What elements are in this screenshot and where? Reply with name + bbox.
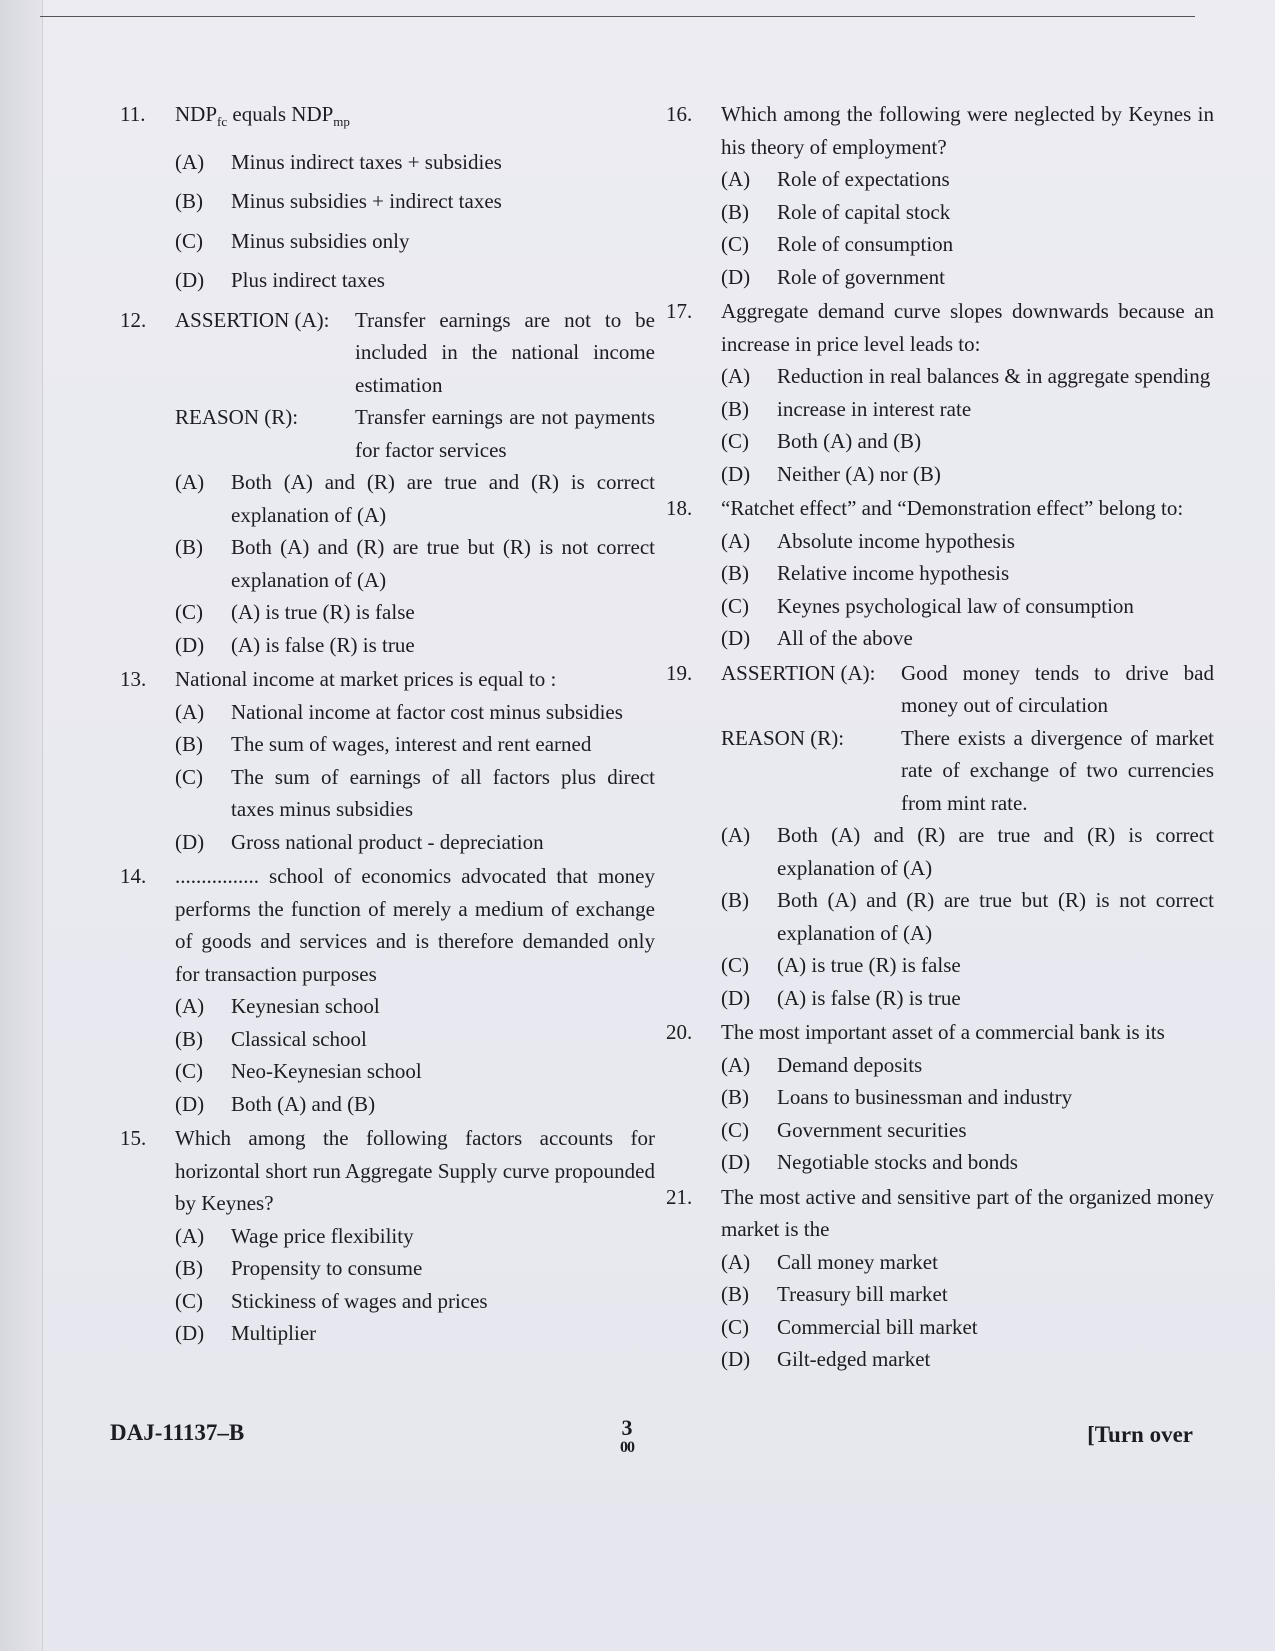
option-label: (B) [721, 561, 749, 585]
option-label: (A) [175, 994, 205, 1019]
option-text: The sum of earnings of all factors plus direct taxes minus subsidies [231, 764, 655, 822]
option-b [175, 1023, 655, 1056]
question-text: Which among the following factors accounts for horizontal short run Aggregate Supply curve propounded by Keynes? [175, 1126, 655, 1216]
reason-row [175, 401, 655, 466]
question-text: Which among the following were neglected by Keynes in his theory of employment? [721, 102, 1214, 159]
option-d [721, 982, 1214, 1015]
paper-code: DAJ-11137–B [110, 1420, 245, 1445]
option-text: Keynesian school [231, 994, 380, 1019]
option-b [721, 557, 1214, 590]
options [175, 466, 655, 661]
option-text: Classical school [231, 1026, 367, 1051]
option-text: Minus indirect taxes + subsidies [231, 149, 502, 174]
option-a [175, 696, 655, 729]
option-label: (B) [175, 732, 203, 757]
option-text: The sum of wages, interest and rent earned [231, 732, 592, 757]
top-rule [40, 16, 1195, 17]
option-label: (C) [721, 232, 749, 256]
option-label: (B) [721, 199, 749, 224]
option-text: Gross national product - depreciation [231, 829, 544, 854]
option-d [721, 458, 1214, 491]
assertion-label: ASSERTION (A): [175, 307, 330, 332]
reason-text: Transfer earnings are not payments for factor services [355, 405, 655, 462]
option-label: (A) [175, 1223, 205, 1248]
option-text: (A) is false (R) is true [777, 985, 961, 1010]
page-number-block [620, 1415, 634, 1458]
options [721, 1049, 1214, 1179]
option-text: Keynes psychological law of consumption [777, 593, 1134, 618]
option-label: (A) [721, 528, 751, 553]
option-text: Relative income hypothesis [777, 561, 1010, 585]
assertion-label: ASSERTION (A): [721, 660, 876, 685]
options [175, 696, 655, 859]
question-number: 20. [666, 1020, 693, 1044]
option-label: (B) [721, 396, 749, 421]
option-text: Demand deposits [777, 1052, 923, 1077]
option-c [175, 1055, 655, 1088]
option-text: Both (A) and (R) are true and (R) is correct explanation of (A) [231, 470, 655, 527]
option-label: (C) [175, 764, 203, 789]
option-b [721, 196, 1214, 229]
option-b [175, 728, 655, 761]
option-label: (A) [721, 364, 751, 388]
option-label: (D) [721, 1150, 751, 1174]
option-label: (B) [721, 1085, 749, 1109]
question-text: The most active and sensitive part of the organized money market is the [721, 1184, 1214, 1241]
option-b [721, 1081, 1214, 1114]
option-d [721, 261, 1214, 294]
question-number: 12. [120, 307, 147, 332]
option-text: (A) is true (R) is false [777, 953, 961, 977]
question-number: 13. [120, 667, 147, 692]
equals-text: equals NDP [227, 102, 334, 126]
option-label: (A) [175, 699, 205, 724]
question-number: 11. [120, 102, 146, 126]
option-text: Minus subsidies + indirect taxes [231, 189, 502, 214]
assertion-text: Transfer earnings are not to be included in the national income estimation [355, 307, 655, 397]
page-mark: 00 [620, 1439, 634, 1456]
option-d [175, 629, 655, 662]
assertion-row [721, 657, 1214, 722]
turn-over-label: [Turn over [1087, 1422, 1193, 1447]
option-text: Loans to businessman and industry [777, 1085, 1073, 1109]
assertion-row [175, 304, 655, 402]
question-text: ................ school of economics advocated that money performs the function of merely a medium of exchange of goods and services and is therefore demanded only for transaction purposes [175, 864, 655, 986]
option-text: Wage price flexibility [231, 1223, 414, 1248]
assertion-text: Good money tends to drive bad money out of circulation [901, 660, 1214, 717]
reason-label: REASON (R): [721, 725, 845, 750]
option-a [175, 466, 655, 531]
option-text: Both (A) and (B) [231, 1091, 376, 1116]
option-label: (C) [721, 1314, 749, 1339]
question-number: 15. [120, 1126, 147, 1151]
question-12 [120, 304, 655, 662]
option-c [175, 761, 655, 826]
option-a [721, 360, 1214, 393]
option-label: (A) [175, 470, 205, 495]
option-label: (D) [175, 268, 205, 293]
option-label: (C) [721, 953, 749, 977]
question-20 [666, 1016, 1214, 1179]
ndp-text: NDP [175, 102, 218, 126]
option-label: (B) [175, 1256, 203, 1281]
option-text: Neo-Keynesian school [231, 1059, 422, 1084]
option-c [721, 425, 1214, 458]
option-text: Call money market [777, 1249, 938, 1274]
option-text: Both (A) and (R) are true but (R) is not correct explanation of (A) [231, 535, 655, 592]
reason-text: There exists a divergence of market rate of exchange of two currencies from mint rate. [901, 725, 1214, 815]
option-b [175, 185, 655, 218]
option-label: (B) [175, 1026, 203, 1051]
option-c [721, 949, 1214, 982]
option-text: (A) is false (R) is true [231, 632, 415, 657]
option-a [721, 525, 1214, 558]
option-text: Minus subsidies only [231, 228, 410, 253]
option-text: Both (A) and (R) are true and (R) is correct explanation of (A) [777, 823, 1214, 880]
option-c [175, 225, 655, 258]
option-a [175, 990, 655, 1023]
question-19 [666, 657, 1214, 1015]
option-label: (C) [721, 1117, 749, 1142]
option-text: Multiplier [231, 1321, 317, 1346]
option-label: (A) [721, 1052, 751, 1077]
option-label: (A) [721, 167, 751, 191]
option-text: (A) is true (R) is false [231, 600, 415, 625]
option-b [175, 531, 655, 596]
subscript-mp: mp [333, 114, 350, 130]
option-c [175, 1285, 655, 1318]
option-a [175, 146, 655, 179]
question-number: 19. [666, 660, 693, 685]
option-b [721, 1278, 1214, 1311]
option-c [175, 596, 655, 629]
option-label: (A) [175, 149, 205, 174]
question-text: “Ratchet effect” and “Demonstration effect” belong to: [721, 496, 1184, 520]
option-label: (C) [175, 1288, 203, 1313]
option-d [175, 1088, 655, 1121]
option-label: (D) [175, 829, 205, 854]
option-text: increase in interest rate [777, 396, 972, 421]
option-label: (C) [721, 593, 749, 618]
question-number: 16. [666, 102, 693, 126]
option-label: (D) [175, 1321, 205, 1346]
option-c [721, 1114, 1214, 1147]
option-label: (A) [721, 1249, 751, 1274]
page-number: 3 [621, 1415, 633, 1440]
options [721, 819, 1214, 1014]
option-c [721, 1311, 1214, 1344]
option-d [721, 1343, 1214, 1376]
assertion-reason [175, 304, 655, 467]
option-d [175, 264, 655, 297]
option-text: Government securities [777, 1117, 967, 1142]
subscript-fc: fc [217, 114, 228, 130]
question-number: 14. [120, 864, 147, 889]
option-label: (B) [721, 1282, 749, 1306]
reason-label: REASON (R): [175, 405, 299, 430]
question-16 [666, 98, 1214, 293]
option-text: Role of government [777, 264, 945, 289]
option-text: Role of consumption [777, 232, 954, 256]
question-text: National income at market prices is equal to : [175, 667, 557, 692]
option-b [175, 1252, 655, 1285]
options [175, 1220, 655, 1350]
option-b [721, 884, 1214, 949]
option-a [721, 163, 1214, 196]
options [721, 360, 1214, 490]
option-text: Negotiable stocks and bonds [777, 1150, 1018, 1174]
options [721, 1246, 1214, 1376]
option-text: Commercial bill market [777, 1314, 978, 1339]
option-label: (C) [175, 600, 203, 625]
option-text: Plus indirect taxes [231, 268, 385, 293]
question-21 [666, 1181, 1214, 1376]
option-a [721, 819, 1214, 884]
right-column [666, 98, 1214, 1378]
options [175, 990, 655, 1120]
question-13 [120, 663, 655, 858]
question-14 [120, 860, 655, 1120]
option-d [175, 1317, 655, 1350]
option-text: Reduction in real balances & in aggregate spending [777, 364, 1211, 388]
option-text: National income at factor cost minus subsidies [231, 699, 623, 724]
options [175, 146, 655, 297]
option-text: Stickiness of wages and prices [231, 1288, 488, 1313]
option-label: (D) [175, 632, 205, 657]
option-label: (D) [721, 985, 751, 1010]
question-number: 18. [666, 496, 693, 520]
option-a [721, 1246, 1214, 1279]
option-d [721, 622, 1214, 655]
option-text: Absolute income hypothesis [777, 528, 1015, 553]
option-a [721, 1049, 1214, 1082]
option-text: Both (A) and (R) are true but (R) is not correct explanation of (A) [777, 888, 1214, 945]
option-label: (C) [175, 1059, 203, 1084]
option-label: (B) [175, 189, 203, 214]
option-text: Role of expectations [777, 167, 950, 191]
option-label: (D) [721, 1347, 751, 1371]
option-text: Role of capital stock [777, 199, 951, 224]
question-text [175, 98, 655, 139]
question-number: 21. [666, 1184, 693, 1209]
option-b [721, 393, 1214, 426]
option-text: All of the above [777, 626, 913, 650]
option-label: (D) [175, 1091, 205, 1116]
option-label: (B) [721, 888, 749, 912]
option-label: (C) [721, 429, 749, 453]
option-label: (D) [721, 264, 751, 289]
option-text: Propensity to consume [231, 1256, 423, 1281]
option-d [175, 826, 655, 859]
assertion-reason [721, 657, 1214, 820]
option-label: (D) [721, 461, 751, 486]
option-c [721, 228, 1214, 261]
option-label: (A) [721, 823, 751, 847]
option-text: Treasury bill market [777, 1282, 948, 1306]
option-text: Both (A) and (B) [777, 429, 922, 453]
option-a [175, 1220, 655, 1253]
option-label: (C) [175, 228, 203, 253]
page-left-edge [0, 0, 43, 1651]
options [721, 525, 1214, 655]
option-text: Gilt-edged market [777, 1347, 931, 1371]
question-18 [666, 492, 1214, 655]
option-c [721, 590, 1214, 623]
option-label: (B) [175, 535, 203, 560]
option-d [721, 1146, 1214, 1179]
option-label: (D) [721, 626, 751, 650]
reason-row [721, 722, 1214, 820]
question-11 [120, 98, 655, 297]
option-text: Neither (A) nor (B) [777, 461, 941, 486]
question-number: 17. [666, 299, 693, 323]
question-text: Aggregate demand curve slopes downwards because an increase in price level leads to: [721, 299, 1214, 356]
left-column [120, 98, 655, 1352]
options [721, 163, 1214, 293]
question-15 [120, 1122, 655, 1350]
question-17 [666, 295, 1214, 490]
question-text: The most important asset of a commercial bank is its [721, 1020, 1165, 1044]
